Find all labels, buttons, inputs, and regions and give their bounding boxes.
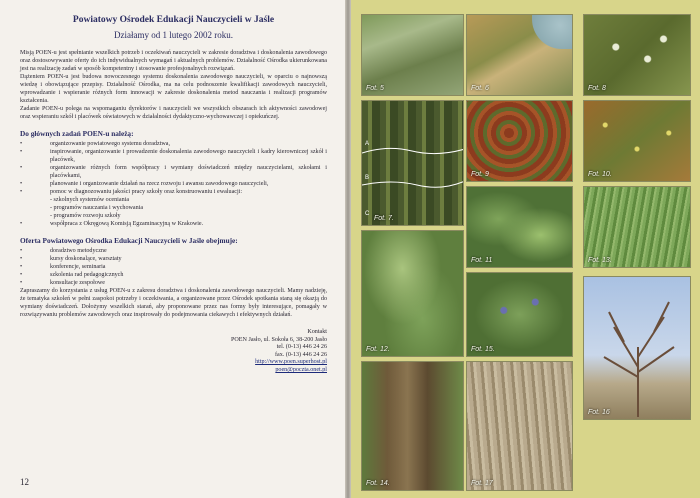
- offer-list: [20, 247, 327, 287]
- photo-17: [466, 361, 573, 491]
- photo-label: Fot. 10.: [588, 171, 612, 178]
- contact-tel: tel. (0-13) 446 24 26: [276, 344, 327, 351]
- photo-label: Fot. 5: [366, 85, 384, 92]
- email-link[interactable]: poen@poczta.onet.pl: [275, 366, 327, 373]
- right-page: [351, 0, 700, 498]
- marker-a: A: [365, 141, 370, 147]
- photo-7: [361, 100, 464, 226]
- closing-paragraph: Zapraszamy do korzystania z usług POEN-u z zakresu doradztwa i doskonalenia zawodowego nauczycieli. Mamy nadzieję, że tematyka szkoleń w pełni zaspokoi potrzeby i oczekiwania, a organizowane przez Ośrodek spotkania staną się okazją do wymiany doświadczeń. Dołożymy wszelkich starań, aby proponowane przez nas formy były interesujące, pomagały w rozwiązywaniu problemów zawodowych oraz inspirowały do podejmowania ciekawych i efektywnych działań.: [20, 288, 327, 318]
- photo-label: Fot. 6: [471, 85, 489, 92]
- left-page: [0, 0, 345, 498]
- sublist-item: - programów nauczania i wychowania: [50, 205, 144, 211]
- offer-heading: Oferta Powiatowego Ośrodka Edukacji Nauczycieli w Jaśle obejmuje:: [20, 236, 238, 245]
- contact-address: POEN Jasło, ul. Sokoła 6, 38-200 Jasło: [231, 336, 327, 343]
- photo-label: Fot. 11: [471, 257, 493, 264]
- list-item: • współpraca z Okręgową Komisją Egzaminacyjną w Krakowie.: [20, 221, 204, 227]
- photo-label: Fot. 12.: [366, 346, 390, 353]
- list-item: • kursy doskonalące, warsztaty: [20, 256, 122, 262]
- list-item: • organizowanie powiatowego systemu doradztwa,: [20, 141, 171, 147]
- sublist-item: - programów rozwoju szkoły: [50, 213, 121, 219]
- paragraph-task: Zadanie POEN-u polega na wspomaganiu dyrektorów i nauczycieli we wszystkich obszarach ich aktywności zawodowej oraz wspieraniu szkół i placówek oświatowych w działalności dydaktyczno-wychowawczej i opiekuńczej.: [20, 106, 327, 120]
- photo-14: [361, 361, 464, 491]
- paragraph-aim: Dążeniem POEN-u jest budowa nowoczesnego systemu doskonalenia zawodowego nauczycieli, w oparciu o najnowszą wiedzę i obowiązujące przepisy. Działalność Ośrodka, ma na celu podnoszenie kwalifikacji zawodowych nauczycieli, wprowadzanie i wspieranie różnych form innowacji w zakresie doskonalenia metod nauczania i realizacji programów kształcenia.: [20, 74, 327, 104]
- list-item: • pomoc w diagnozowaniu jakości pracy szkoły oraz konstruowaniu i ewaluacji:: [20, 189, 243, 195]
- marker-c: C: [365, 211, 370, 217]
- photo-label: Fot. 15.: [471, 346, 495, 353]
- photo-6: [466, 14, 573, 96]
- photo-10: [583, 100, 691, 182]
- photo-label: Fot. 7.: [374, 215, 394, 222]
- photo-11: [466, 186, 573, 268]
- contact-fax: fax. (0-13) 446 24 26: [275, 351, 327, 358]
- photo-label: Fot. 13.: [588, 257, 612, 264]
- sublist-item: - szkolnych systemów oceniania: [50, 197, 130, 203]
- list-item: • konsultacje zespołowe: [20, 280, 105, 286]
- photo-5: [361, 14, 464, 96]
- website-link[interactable]: http://www.poen.superhost.pl: [255, 359, 327, 366]
- list-item: • doradztwo metodyczne: [20, 248, 107, 254]
- photo-12: [361, 230, 464, 357]
- page-title: Powiatowy Ośrodek Edukacji Nauczycieli w Jaśle: [72, 15, 275, 25]
- photo-15: [466, 272, 573, 357]
- paragraph-mission: Misją POEN-u jest spełnianie wszelkich potrzeb i oczekiwań nauczycieli w zakresie doradztwa i doskonalenia zawodowego oraz dostosowywanie oferty do ich indywidualnych wymagań i aktualnych problemów. Działalność Ośrodka ukierunkowana jest na realizację zadań w sposób kompetentny i stosowanie profesjonalnych rozwiązań.: [20, 50, 327, 72]
- page-subtitle: Działamy od 1 lutego 2002 roku.: [114, 30, 233, 40]
- contact-block: [20, 329, 327, 375]
- photo-label: Fot. 14.: [366, 480, 390, 487]
- photo-13: [583, 186, 691, 268]
- photo-label: Fot. 8: [588, 85, 606, 92]
- list-item: • konferencje, seminaria: [20, 264, 106, 270]
- photo-16: [583, 276, 691, 420]
- list-item: • planowanie i organizowanie działań na rzecz rozwoju i awansu zawodowego nauczycieli,: [20, 181, 269, 187]
- contact-heading: Kontakt: [307, 329, 327, 335]
- photo-9: [466, 100, 573, 182]
- list-item: • szkolenia rad pedagogicznych: [20, 272, 124, 278]
- tasks-list: [20, 140, 327, 228]
- list-item: • organizowanie różnych form współpracy i wymiany doświadczeń między nauczycielami, szkołami i placówkami,: [20, 165, 327, 179]
- list-item: • inspirowanie, organizowanie i prowadzenie doskonalenia zawodowego nauczycieli i kadry kierowniczej szkół i placówek,: [20, 149, 327, 163]
- photo-8: [583, 14, 691, 96]
- marker-b: B: [365, 175, 370, 181]
- photo-label: Fot. 16: [588, 409, 610, 416]
- tasks-heading: Do głównych zadań POEN-u należą:: [20, 129, 134, 138]
- page-number: 12: [20, 477, 29, 487]
- photo-label: Fot. 9: [471, 171, 489, 178]
- photo-label: Fot. 17: [471, 480, 493, 487]
